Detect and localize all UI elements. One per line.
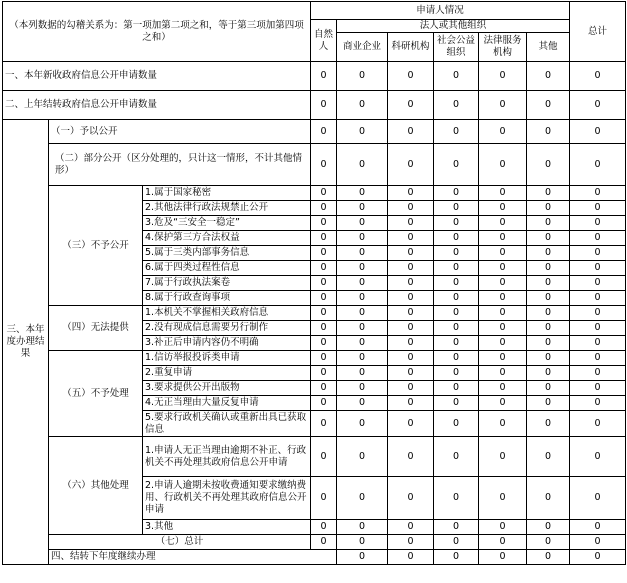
cell-value: 0 [527, 216, 570, 231]
row-label: 二、上年结转政府信息公开申请数量 [3, 91, 311, 120]
cell-value: 0 [337, 366, 388, 381]
cell-value: 0 [527, 120, 570, 144]
cell-value: 0 [570, 550, 626, 565]
table-note: （本列数据的勾稽关系为：第一项加第二项之和，等于第三项加第四项之和） [3, 2, 311, 62]
cell-value: 0 [570, 306, 626, 321]
cell-value: 0 [434, 366, 479, 381]
cell-value: 0 [479, 246, 527, 261]
cell-value: 0 [527, 276, 570, 291]
cell-value: 0 [434, 91, 479, 120]
column-header: 科研机构 [388, 33, 434, 62]
cell-value: 0 [337, 144, 388, 186]
cell-value: 0 [337, 231, 388, 246]
cell-value: 0 [434, 291, 479, 306]
cell-value: 0 [311, 216, 337, 231]
cell-value: 0 [388, 381, 434, 396]
cell-value: 0 [479, 321, 527, 336]
cell-value: 0 [479, 366, 527, 381]
cell-value: 0 [337, 276, 388, 291]
cell-value: 0 [311, 231, 337, 246]
item-label: 1.申请人无正当理由逾期不补正、行政机关不再处理其政府信息公开申请 [143, 437, 311, 477]
cell-value: 0 [527, 336, 570, 351]
cell-value: 0 [337, 62, 388, 91]
cell-value: 0 [527, 477, 570, 520]
cell-value: 0 [388, 276, 434, 291]
cell-value: 0 [337, 91, 388, 120]
column-header: 法律服务机构 [479, 33, 527, 62]
cell-value: 0 [337, 411, 388, 437]
cell-value: 0 [388, 216, 434, 231]
group-label: （五）不予处理 [49, 351, 143, 437]
row-label: （七）总计 [49, 535, 311, 550]
cell-value: 0 [337, 246, 388, 261]
cell-value: 0 [311, 477, 337, 520]
cell-value: 0 [311, 62, 337, 91]
cell-value: 0 [434, 276, 479, 291]
cell-value: 0 [434, 321, 479, 336]
cell-value: 0 [311, 411, 337, 437]
cell-value: 0 [479, 291, 527, 306]
cell-value: 0 [388, 91, 434, 120]
section-label: 三、本年度办理结果 [3, 120, 49, 565]
item-label: 1.属于国家秘密 [143, 186, 311, 201]
cell-value: 0 [388, 535, 434, 550]
cell-value: 0 [479, 396, 527, 411]
cell-value: 0 [311, 321, 337, 336]
cell-value: 0 [479, 62, 527, 91]
cell-value: 0 [337, 381, 388, 396]
applicant-header: 申请人情况 [311, 2, 570, 20]
cell-value: 0 [527, 396, 570, 411]
cell-value: 0 [570, 381, 626, 396]
cell-value: 0 [527, 321, 570, 336]
cell-value: 0 [337, 291, 388, 306]
cell-value: 0 [388, 411, 434, 437]
cell-value: 0 [434, 231, 479, 246]
cell-value: 0 [434, 550, 479, 565]
cell-value: 0 [434, 351, 479, 366]
cell-value: 0 [337, 535, 388, 550]
cell-value: 0 [570, 321, 626, 336]
cell-value: 0 [570, 62, 626, 91]
cell-value: 0 [570, 336, 626, 351]
item-label: 6.属于四类过程性信息 [143, 261, 311, 276]
cell-value: 0 [570, 411, 626, 437]
cell-value: 0 [527, 366, 570, 381]
cell-value: 0 [434, 535, 479, 550]
cell-value: 0 [434, 381, 479, 396]
cell-value: 0 [337, 321, 388, 336]
cell-value: 0 [479, 120, 527, 144]
cell-value: 0 [479, 437, 527, 477]
cell-value: 0 [311, 520, 337, 535]
item-label: 3.补正后申请内容仍不明确 [143, 336, 311, 351]
cell-value: 0 [570, 276, 626, 291]
cell-value: 0 [337, 186, 388, 201]
cell-value: 0 [570, 261, 626, 276]
cell-value: 0 [434, 437, 479, 477]
cell-value: 0 [388, 477, 434, 520]
cell-value: 0 [527, 246, 570, 261]
cell-value: 0 [570, 520, 626, 535]
cell-value: 0 [434, 306, 479, 321]
cell-value: 0 [527, 291, 570, 306]
cell-value: 0 [479, 411, 527, 437]
cell-value: 0 [388, 231, 434, 246]
cell-value: 0 [337, 336, 388, 351]
cell-value: 0 [434, 261, 479, 276]
cell-value: 0 [527, 186, 570, 201]
cell-value: 0 [388, 366, 434, 381]
cell-value: 0 [434, 477, 479, 520]
column-header: 其他 [527, 33, 570, 62]
cell-value: 0 [388, 201, 434, 216]
cell-value: 0 [311, 366, 337, 381]
cell-value: 0 [434, 336, 479, 351]
cell-value: 0 [479, 477, 527, 520]
cell-value: 0 [570, 437, 626, 477]
cell-value: 0 [479, 186, 527, 201]
cell-value: 0 [479, 520, 527, 535]
item-label: 1.信访举报投诉类申请 [143, 351, 311, 366]
cell-value: 0 [434, 396, 479, 411]
cell-value: 0 [388, 437, 434, 477]
cell-value: 0 [388, 144, 434, 186]
cell-value: 0 [311, 246, 337, 261]
cell-value: 0 [527, 62, 570, 91]
item-label: 2.其他法律行政法规禁止公开 [143, 201, 311, 216]
item-label: 4.无正当理由大量反复申请 [143, 396, 311, 411]
cell-value: 0 [337, 396, 388, 411]
cell-value: 0 [311, 144, 337, 186]
item-label: 5.要求行政机关确认或重新出具已获取信息 [143, 411, 311, 437]
cell-value: 0 [570, 231, 626, 246]
cell-value: 0 [337, 437, 388, 477]
cell-value: 0 [388, 246, 434, 261]
cell-value: 0 [570, 246, 626, 261]
cell-value: 0 [527, 306, 570, 321]
cell-value: 0 [527, 261, 570, 276]
cell-value: 0 [570, 120, 626, 144]
cell-value: 0 [434, 120, 479, 144]
item-label: 7.属于行政执法案卷 [143, 276, 311, 291]
cell-value: 0 [570, 144, 626, 186]
item-label: 8.属于行政查询事项 [143, 291, 311, 306]
cell-value: 0 [337, 477, 388, 520]
cell-value: 0 [337, 520, 388, 535]
cell-value: 0 [570, 535, 626, 550]
cell-value: 0 [434, 201, 479, 216]
cell-value: 0 [337, 261, 388, 276]
cell-value: 0 [388, 550, 434, 565]
total-header: 总计 [570, 2, 626, 62]
cell-value: 0 [570, 291, 626, 306]
cell-value: 0 [479, 231, 527, 246]
column-header: 社会公益组织 [434, 33, 479, 62]
cell-value: 0 [434, 246, 479, 261]
cell-value: 0 [570, 216, 626, 231]
group-label: （三）不予公开 [49, 186, 143, 306]
cell-value: 0 [311, 261, 337, 276]
cell-value: 0 [479, 550, 527, 565]
row-label: 一、本年新收政府信息公开申请数量 [3, 62, 311, 91]
cell-value: 0 [479, 336, 527, 351]
cell-value: 0 [434, 520, 479, 535]
cell-value: 0 [479, 381, 527, 396]
item-label: 4.保护第三方合法权益 [143, 231, 311, 246]
cell-value: 0 [388, 306, 434, 321]
item-label: 5.属于三类内部事务信息 [143, 246, 311, 261]
cell-value: 0 [311, 535, 337, 550]
cell-value: 0 [311, 201, 337, 216]
cell-value: 0 [527, 437, 570, 477]
item-label: 1.本机关不掌握相关政府信息 [143, 306, 311, 321]
cell-value: 0 [311, 186, 337, 201]
cell-value: 0 [311, 276, 337, 291]
cell-value: 0 [388, 351, 434, 366]
cell-value: 0 [570, 91, 626, 120]
cell-value: 0 [434, 144, 479, 186]
cell-value: 0 [434, 216, 479, 231]
cell-value: 0 [479, 91, 527, 120]
natural-person-header: 自然人 [311, 20, 337, 62]
cell-value: 0 [570, 477, 626, 520]
cell-value: 0 [570, 201, 626, 216]
cell-value: 0 [527, 144, 570, 186]
cell-value: 0 [434, 62, 479, 91]
cell-value: 0 [311, 351, 337, 366]
cell-value: 0 [337, 120, 388, 144]
cell-value: 0 [311, 91, 337, 120]
cell-value: 0 [311, 120, 337, 144]
row-label: （二）部分公开（区分处理的，只计这一情形，不计其他情形） [49, 144, 311, 186]
cell-value: 0 [527, 550, 570, 565]
cell-value: 0 [388, 186, 434, 201]
cell-value: 0 [479, 261, 527, 276]
cell-value: 0 [311, 396, 337, 411]
cell-value: 0 [479, 216, 527, 231]
cell-value: 0 [337, 351, 388, 366]
cell-value: 0 [527, 520, 570, 535]
cell-value: 0 [527, 381, 570, 396]
item-label: 3.其他 [143, 520, 311, 535]
cell-value: 0 [479, 351, 527, 366]
item-label: 2.申请人逾期未按收费通知要求缴纳费用、行政机关不再处理其政府信息公开申请 [143, 477, 311, 520]
cell-value: 0 [527, 351, 570, 366]
cell-value: 0 [434, 411, 479, 437]
cell-value: 0 [479, 306, 527, 321]
group-label: （六）其他处理 [49, 437, 143, 535]
gov-info-disclosure-table [2, 1, 626, 565]
cell-value: 0 [311, 381, 337, 396]
cell-value: 0 [570, 396, 626, 411]
cell-value: 0 [434, 186, 479, 201]
cell-value: 0 [388, 62, 434, 91]
cell-value: 0 [388, 336, 434, 351]
cell-value: 0 [527, 411, 570, 437]
item-label: 2.重复申请 [143, 366, 311, 381]
cell-value: 0 [311, 306, 337, 321]
cell-value: 0 [570, 186, 626, 201]
cell-value: 0 [570, 366, 626, 381]
group-label: （四）无法提供 [49, 306, 143, 351]
cell-value: 0 [337, 201, 388, 216]
cell-value: 0 [479, 201, 527, 216]
cell-value: 0 [337, 216, 388, 231]
item-label: 3.要求提供公开出版物 [143, 381, 311, 396]
item-label: 3.危及“三安全一稳定” [143, 216, 311, 231]
cell-value: 0 [388, 291, 434, 306]
row-label: （一）予以公开 [49, 120, 311, 144]
item-label: 2.没有现成信息需要另行制作 [143, 321, 311, 336]
cell-value: 0 [479, 276, 527, 291]
column-header: 商业企业 [337, 33, 388, 62]
cell-value: 0 [388, 520, 434, 535]
cell-value: 0 [388, 396, 434, 411]
cell-value: 0 [388, 120, 434, 144]
cell-value: 0 [388, 321, 434, 336]
cell-value: 0 [337, 306, 388, 321]
row-label: 四、结转下年度继续办理 [49, 550, 337, 565]
cell-value: 0 [570, 351, 626, 366]
cell-value: 0 [311, 437, 337, 477]
cell-value: 0 [311, 336, 337, 351]
cell-value: 0 [388, 261, 434, 276]
legal-group-header: 法人或其他组织 [337, 20, 570, 33]
cell-value: 0 [527, 201, 570, 216]
cell-value: 0 [337, 550, 388, 565]
cell-value: 0 [311, 291, 337, 306]
cell-value: 0 [527, 231, 570, 246]
cell-value: 0 [527, 91, 570, 120]
cell-value: 0 [479, 535, 527, 550]
cell-value: 0 [479, 144, 527, 186]
cell-value: 0 [527, 535, 570, 550]
